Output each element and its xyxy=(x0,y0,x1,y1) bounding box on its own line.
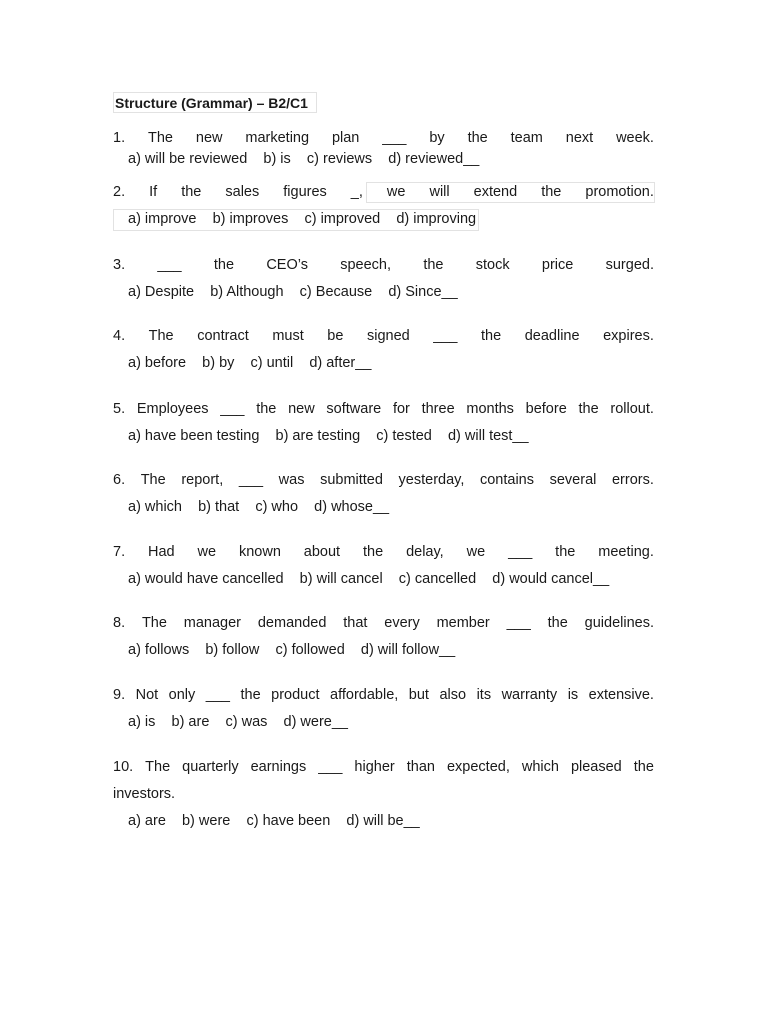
question-word: about xyxy=(303,544,341,560)
question-word: guidelines. xyxy=(584,615,654,631)
question-word: warranty xyxy=(501,687,558,703)
answer-options: a) which b) that c) who d) whose__ xyxy=(128,499,390,515)
question-word: Had xyxy=(148,544,175,560)
question-word: we xyxy=(386,184,406,200)
answer-options: a) Despite b) Although c) Because d) Since__ xyxy=(128,284,458,300)
question-word: sales xyxy=(225,184,260,200)
question-item xyxy=(113,323,654,377)
page-title: Structure (Grammar) – B2/C1 xyxy=(113,92,317,113)
question-number: 9. xyxy=(113,687,126,703)
question-item xyxy=(113,179,654,233)
question-stem xyxy=(113,682,654,709)
question-number: 1. xyxy=(113,130,126,146)
question-word: manager xyxy=(183,615,242,631)
answer-options: a) will be reviewed b) is c) reviews d) reviewed__ xyxy=(128,151,480,167)
question-word: team xyxy=(510,130,543,146)
question-word: The xyxy=(148,328,174,344)
question-number: 2. xyxy=(113,184,126,200)
question-word: stock xyxy=(475,257,510,273)
question-stem xyxy=(113,179,654,206)
question-word: expires. xyxy=(603,328,654,344)
question-word: will xyxy=(429,184,450,200)
question-word: but xyxy=(408,687,429,703)
question-stem xyxy=(113,539,654,566)
question-word: three xyxy=(421,401,455,417)
question-word: delay, xyxy=(406,544,444,560)
question-word: we xyxy=(466,544,486,560)
question-word: which xyxy=(521,759,559,775)
question-word: be xyxy=(327,328,344,344)
question-word: surged. xyxy=(605,257,654,273)
question-word: new xyxy=(195,130,223,146)
question-word: report, xyxy=(181,472,224,488)
question-word: only xyxy=(168,687,196,703)
question-word: next xyxy=(565,130,594,146)
question-number: 8. xyxy=(113,615,126,631)
question-item xyxy=(113,754,654,835)
question-word: ___ xyxy=(506,615,531,631)
question-number: 6. xyxy=(113,472,126,488)
question-word: the xyxy=(633,759,654,775)
question-word: errors. xyxy=(611,472,654,488)
question-stem xyxy=(113,252,654,279)
question-continuation: investors. xyxy=(113,786,176,802)
question-word: The xyxy=(141,615,167,631)
answer-options: a) have been testing b) are testing c) tested d) will test__ xyxy=(128,428,529,444)
question-word: demanded xyxy=(257,615,327,631)
question-word: expected, xyxy=(446,759,510,775)
question-stem xyxy=(113,754,654,781)
question-word: the xyxy=(578,401,599,417)
question-item xyxy=(113,125,654,169)
question-word: CEO’s xyxy=(266,257,308,273)
question-word: pleased xyxy=(570,759,622,775)
question-word: Not xyxy=(135,687,159,703)
question-word: also xyxy=(439,687,467,703)
answer-options: a) improve b) improves c) improved d) improving xyxy=(128,211,477,227)
question-word: price xyxy=(541,257,574,273)
question-stem xyxy=(113,396,654,423)
question-word: must xyxy=(272,328,304,344)
question-word: Employees xyxy=(136,401,209,417)
question-word: ___ xyxy=(382,130,407,146)
question-word: contains xyxy=(479,472,534,488)
question-word: extend xyxy=(473,184,518,200)
question-word: the xyxy=(555,544,576,560)
question-word: its xyxy=(476,687,492,703)
question-word: is xyxy=(567,687,579,703)
question-item xyxy=(113,610,654,664)
question-word: If xyxy=(149,184,158,200)
question-word: new xyxy=(288,401,315,417)
question-word: meeting. xyxy=(598,544,654,560)
answer-options: a) is b) are c) was d) were__ xyxy=(128,714,348,730)
question-word: the xyxy=(256,401,277,417)
question-word: by xyxy=(429,130,445,146)
question-word: affordable, xyxy=(330,687,399,703)
question-item xyxy=(113,539,654,593)
question-word: the xyxy=(467,130,488,146)
question-word: figures xyxy=(283,184,327,200)
question-word: member xyxy=(436,615,490,631)
question-word: yesterday, xyxy=(398,472,465,488)
question-word: months xyxy=(466,401,514,417)
question-number: 3. xyxy=(113,257,126,273)
question-number: 5. xyxy=(113,401,126,417)
question-word: quarterly xyxy=(182,759,239,775)
question-word: the xyxy=(181,184,202,200)
question-word: the xyxy=(423,257,444,273)
question-word: rollout. xyxy=(610,401,654,417)
question-word: _, xyxy=(350,184,363,200)
question-stem xyxy=(113,125,654,152)
question-word: marketing xyxy=(245,130,310,146)
question-word: ___ xyxy=(157,257,182,273)
question-word: speech, xyxy=(340,257,392,273)
question-word: ___ xyxy=(508,544,533,560)
question-word: we xyxy=(197,544,217,560)
question-word: before xyxy=(525,401,567,417)
question-word: for xyxy=(392,401,410,417)
question-word: the xyxy=(547,615,568,631)
question-word: ___ xyxy=(318,759,343,775)
question-word: deadline xyxy=(524,328,580,344)
question-item xyxy=(113,467,654,521)
answer-options: a) follows b) follow c) followed d) will follow__ xyxy=(128,642,456,658)
answer-options: a) are b) were c) have been d) will be__ xyxy=(128,813,420,829)
question-stem xyxy=(113,610,654,637)
question-word: earnings xyxy=(250,759,307,775)
question-word: ___ xyxy=(433,328,458,344)
question-word: ___ xyxy=(238,472,264,488)
question-word: the xyxy=(541,184,562,200)
question-word: product xyxy=(271,687,320,703)
question-word: the xyxy=(240,687,261,703)
question-word: week. xyxy=(616,130,654,146)
question-word: ___ xyxy=(220,401,245,417)
question-word: that xyxy=(343,615,368,631)
question-word: was xyxy=(278,472,305,488)
question-number: 4. xyxy=(113,328,126,344)
question-item xyxy=(113,252,654,306)
question-item xyxy=(113,682,654,736)
question-word: several xyxy=(549,472,597,488)
question-word: promotion. xyxy=(585,184,654,200)
question-word: The xyxy=(140,472,166,488)
question-word: The xyxy=(147,130,173,146)
question-word: extensive. xyxy=(588,687,654,703)
question-stem xyxy=(113,467,654,494)
question-word: higher xyxy=(354,759,395,775)
question-word: The xyxy=(145,759,171,775)
question-number: 7. xyxy=(113,544,126,560)
question-word: plan xyxy=(331,130,360,146)
answer-options: a) would have cancelled b) will cancel c) cancelled d) would cancel__ xyxy=(128,571,610,587)
question-word: signed xyxy=(366,328,410,344)
question-word: the xyxy=(213,257,235,273)
question-word: ___ xyxy=(205,687,230,703)
question-word: submitted xyxy=(320,472,383,488)
question-number: 10. xyxy=(113,759,134,775)
question-word: the xyxy=(363,544,384,560)
question-word: every xyxy=(384,615,420,631)
question-word: known xyxy=(238,544,281,560)
question-word: contract xyxy=(197,328,249,344)
question-word: the xyxy=(481,328,502,344)
answer-options: a) before b) by c) until d) after__ xyxy=(128,355,372,371)
question-item xyxy=(113,396,654,450)
question-stem xyxy=(113,323,654,350)
question-word: software xyxy=(326,401,382,417)
question-word: than xyxy=(406,759,435,775)
